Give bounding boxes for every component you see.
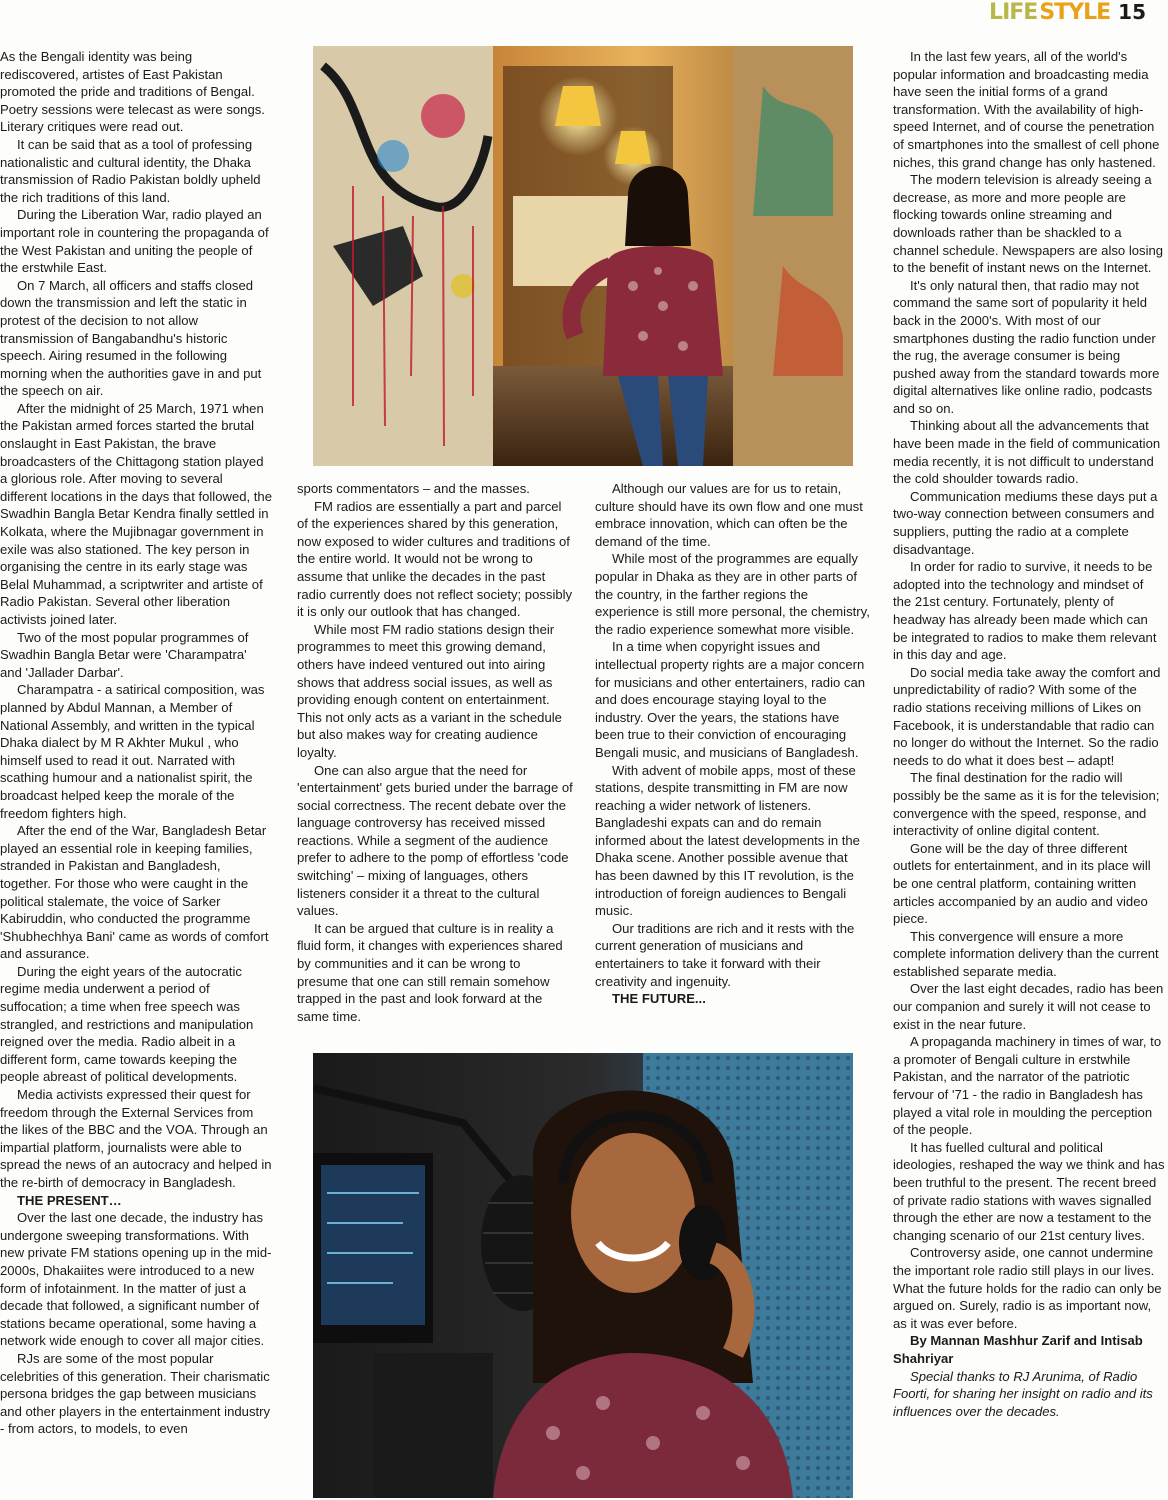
- paragraph: In order for radio to survive, it needs to be adopted into the technology and mindset of the 21st century. Fortunately, plenty of headway has already been made which can be integrated to radios to make them relevant in this day and age.: [893, 559, 1157, 663]
- paragraph: Gone will be the day of three different outlets for entertainment, and in its place will be one central platform, containing written articles accompanied by an audio and video piece.: [893, 840, 1151, 927]
- left-column: [0, 48, 272, 1438]
- paragraph: On 7 March, all officers and staffs closed down the transmission and left the static in protest of the decision to not allow transmission of Bangabandhu's historic speech. Airing resumed in the following morning when the authorities gave in and put the speech on air.: [0, 277, 262, 399]
- right-column: [893, 48, 1165, 1420]
- paragraph: After the end of the War, Bangladesh Betar played an essential role in keeping families, stranded in Pakistan and Bangladesh, together. For those who were caught in the political stalemate, the voice of Sarker Kabiruddin, who conducted the programme 'Shubhechhya Bani' came as words of comfort and assurance.: [0, 823, 269, 962]
- paragraph: During the Liberation War, radio played an important role in countering the propaganda of the West Pakistan and uniting the people of the erstwhile East.: [0, 207, 269, 276]
- paragraph: As the Bengali identity was being rediscovered, artistes of East Pakistan promoted the pride and traditions of Bengal. Poetry sessions were telecast as were songs. Literary critiques were read out.: [0, 49, 265, 135]
- paragraph: RJs are some of the most popular celebrities of this generation. Their charismatic persona bridges the gap between musicians and other players in the entertainment industry - from actors, to models, to even: [0, 1350, 271, 1437]
- middle-column-2: [595, 480, 871, 1008]
- paragraph: Charampatra - a satirical composition, was planned by Abdul Mannan, a Member of National Assembly, and written in the typical Dhaka dialect by M R Akhter Mukul , who himself used to read it out. Narrated with scathing humour and a nationalist spirit, the broadcast helped keep the morale of the freedom fighters high.: [0, 682, 265, 821]
- section-heading-future: THE FUTURE...: [612, 991, 706, 1007]
- paragraph: Thinking about all the advancements that have been made in the field of communication media recently, it is not difficult to understand the cold shoulder towards radio.: [893, 418, 1161, 487]
- paragraph: Over the last eight decades, radio has been our companion and surely it will not cease to exist in the near future.: [893, 981, 1164, 1032]
- page-number: 15: [1118, 0, 1146, 24]
- paragraph: It can be said that as a tool of professing nationalistic and cultural identity, the Dhaka transmission of Radio Pakistan boldly upheld the rich traditions of this land.: [0, 136, 261, 205]
- paragraph: A propaganda machinery in times of war, to a promoter of Bengali culture in erstwhile Pakistan, and the narrator of the patriotic fervour of '71 - the radio in Bangladesh has played a vital role in moulding the perception of the people.: [893, 1034, 1162, 1138]
- paragraph: sports commentators – and the masses.: [297, 481, 530, 496]
- paragraph: The final destination for the radio will possibly be the same as it is for the television; convergence with the speed, response, and interactivity of online digital content.: [893, 770, 1160, 839]
- paragraph: Controversy aside, one cannot undermine the important role radio still plays in our lives. What the future holds for the radio can only be argued on. Surely, radio is as important now, as it was ever before.: [893, 1245, 1162, 1331]
- paragraph: Media activists expressed their quest for freedom through the External Services from the likes of the BBC and the VOA. Through an impartial platform, journalists were able to spread the news of an autocracy and helped in the re-birth of democracy in Bangladesh.: [0, 1087, 272, 1190]
- paragraph: With advent of mobile apps, most of these stations, despite transmitting in FM are now reaching a wider network of listeners. Bangladeshi expats can and do remain informed about the latest developments in the Dhaka scene. Another possible avenue that has been dawned by this IT revolution, is the introduction of foreign audiences to Bengali music.: [595, 762, 860, 919]
- paragraph: In the last few years, all of the world's popular information and broadcasting media have seen the initial forms of a grand transformation. With the availability of high-speed Internet, and of course the penetration of smartphones into the smallest of cell phone niches, this grand change has only hastened.: [893, 49, 1160, 170]
- paragraph: Communication mediums these days put a two-way connection between consumers and suppliers, putting the radio at a complete disadvantage.: [893, 488, 1158, 557]
- byline: By Mannan Mashhur Zarif and Intisab Shahriyar: [893, 1333, 1143, 1366]
- paragraph: This convergence will ensure a more complete information delivery than the current established separate media.: [893, 928, 1159, 979]
- page-header: [989, 0, 1146, 26]
- paragraph: Our traditions are rich and it rests with the current generation of musicians and entertainers to take it forward with their creativity and ingenuity.: [595, 920, 855, 989]
- paragraph: It can be argued that culture is in reality a fluid form, it changes with experiences shared by communities and it can be wrong to presume that one can still remain somehow trapped in the past and look forward at the same time.: [297, 920, 563, 1024]
- paragraph: Over the last one decade, the industry has undergone sweeping transformations. With new private FM stations opening up in the mid-2000s, Dhakaiites were introduced to a new form of infotainment. In the matter of just a decade that followed, a significant number of stations became operational, some having a network wide enough to cover all major cities.: [0, 1210, 272, 1349]
- section-title-life: LIFE: [989, 0, 1038, 25]
- paragraph: It's only natural then, that radio may not command the same sort of popularity it held back in the 2000's. With most of our smartphones dusting the radio function under the rug, the average consumer is being pushed away from the standard towards more digital alternatives like online radio, podcasts and so on.: [893, 277, 1160, 416]
- paragraph: During the eight years of the autocratic regime media underwent a period of suffocation; a time when free speech was strangled, and restrictions and manipulation reigned over the media. Radio albeit in a different form, came towards keeping the people abreast of political developments.: [0, 963, 254, 1085]
- paragraph: While most FM radio stations design their programmes to meet this growing demand, others have indeed ventured out into airing shows that address social issues, as well as providing enough content on entertainment. This not only acts as a variant in the schedule but also makes way for creating audience loyalty.: [297, 621, 562, 760]
- photo-rj-standing-in-studio: [313, 46, 853, 466]
- paragraph: After the midnight of 25 March, 1971 when the Pakistan armed forces started the brutal onslaught in East Pakistan, the brave broadcasters of the Chittagong station played a glorious role. After moving to several different locations in the days that followed, the Swadhin Bangla Betar Kendra finally settled in Kolkata, where the Mujibnagar government in exile was also stationed. The key person in organising the centre in its early stage was Belal Muhammad, a scriptwriter and artiste of Radio Pakistan. Several other liberation activists joined later.: [0, 400, 272, 627]
- middle-column-1: [297, 480, 573, 1025]
- paragraph: Although our values are for us to retain, culture should have its own flow and one must embrace innovation, which can often be the demand of the time.: [595, 481, 863, 549]
- paragraph: The modern television is already seeing a decrease, as more and more people are flocking towards online streaming and downloads rather than be shackled to a channel schedule. Newspapers are also losing to the benefit of instant news on the Internet.: [893, 172, 1164, 276]
- paragraph: Do social media take away the comfort and unpredictability of radio? With some of the radio stations receiving millions of Likes on Facebook, it is understandable that radio can no longer do without the Internet. So the radio needs to do what it does best – adapt!: [893, 664, 1161, 768]
- paragraph: It has fuelled cultural and political ideologies, reshaped the way we think and has been truthful to the present. The recent breed of private radio stations with waves signalled through the ether are now a testament to the changing scenario of our 21st century lives.: [893, 1139, 1165, 1243]
- paragraph: In a time when copyright issues and intellectual property rights are a major concern for musicians and other entertainers, radio can and does encourage staying loyal to the industry. Over the years, the stations have been true to their conviction of encouraging Bengali music, and musicians of Bangladesh.: [595, 639, 866, 760]
- paragraph: Two of the most popular programmes of Swadhin Bangla Betar were 'Charampatra' and 'Jallader Darbar'.: [0, 629, 249, 680]
- paragraph: While most of the programmes are equally popular in Dhaka as they are in other parts of the country, in the farther regions the experience is still more personal, the chemistry, the radio experience somewhat more visible.: [595, 551, 870, 637]
- section-heading-present: THE PRESENT…: [17, 1192, 122, 1208]
- acknowledgement: Special thanks to RJ Arunima, of Radio Foorti, for sharing her insight on radio and its influences over the decades.: [893, 1368, 1153, 1419]
- section-title-style: STYLE: [1039, 0, 1111, 25]
- photo-rj-at-microphone: [313, 1053, 853, 1498]
- paragraph: One can also argue that the need for 'entertainment' gets buried under the barrage of social correctness. The recent debate over the language controversy has received missed reactions. While a segment of the audience prefer to adhere to the pomp of effortless 'code switching' – mixing of languages, others listeners consider it a threat to the cultural values.: [297, 762, 573, 919]
- paragraph: FM radios are essentially a part and parcel of the experiences shared by this generation, now exposed to wider cultures and traditions of the entire world. It would not be wrong to assume that unlike the decades in the past radio currently does not reflect society; possibly it is only our outlook that has changed.: [297, 498, 573, 620]
